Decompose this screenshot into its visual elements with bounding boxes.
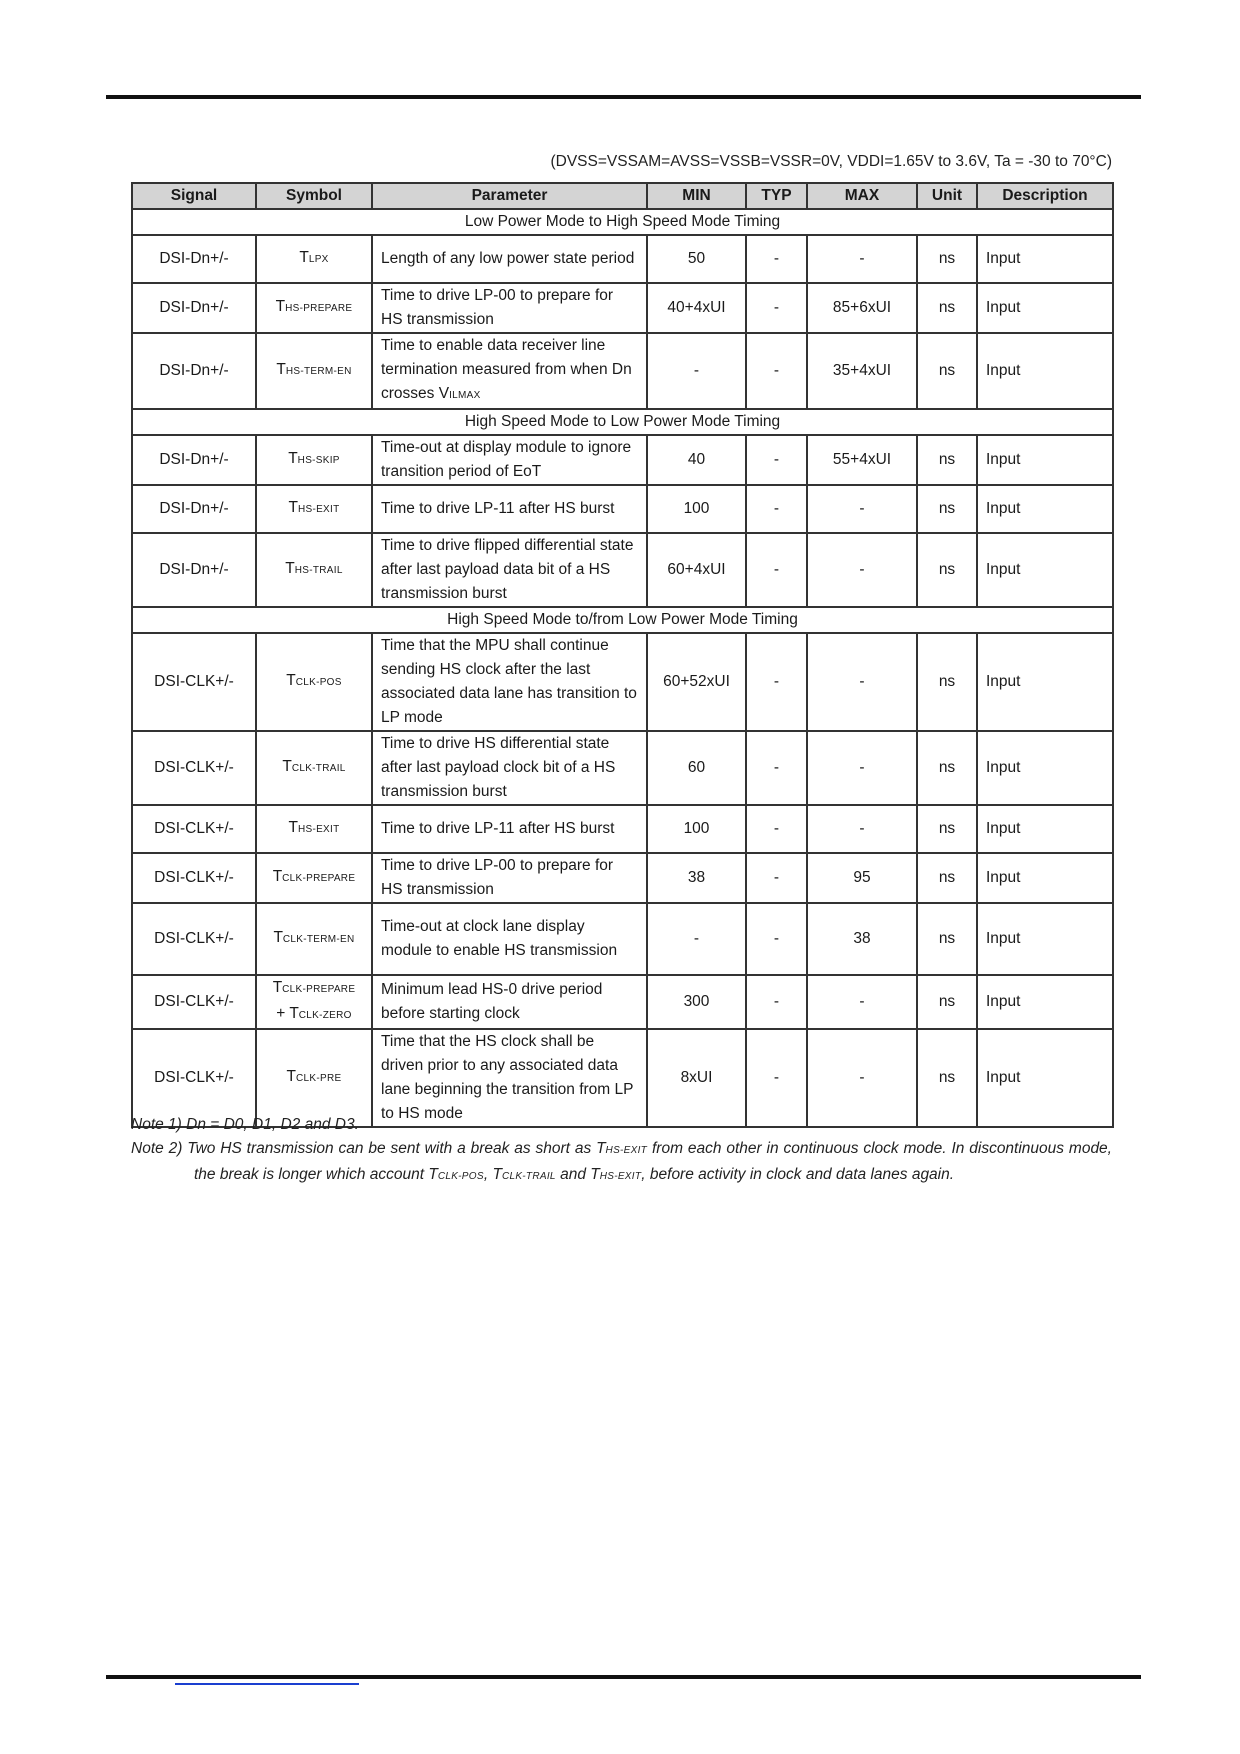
symbol-sub: CLK-ZERO [298,1010,352,1021]
parameter-text: Time to enable data receiver line termination measured from when Dn crosses V [381,337,632,402]
symbol-line [265,447,363,473]
cell-unit: ns [917,975,977,1029]
symbol-line [265,295,363,321]
cell-min: 40+4xUI [647,283,746,333]
symbol-sub: CLK-PRE [296,1073,342,1084]
header-symbol: Symbol [256,183,372,209]
cell-min: 8xUI [647,1029,746,1127]
symbol-main: T [273,929,283,946]
cell-typ: - [746,903,807,975]
note-2-sub: HS-EXIT [605,1145,648,1156]
table-row [132,333,1113,409]
parameter-sub: ILMAX [449,390,481,401]
parameter-text: Time-out at clock lane display module to enable HS transmission [381,918,618,959]
cell-typ: - [746,485,807,533]
symbol-line [265,557,363,583]
cell-symbol [256,853,372,903]
symbol-sub: CLK-PREPARE [282,873,356,884]
table-row [132,485,1113,533]
cell-unit: ns [917,533,977,607]
cell-symbol [256,235,372,283]
header-min: MIN [647,183,746,209]
symbol-sub: HS-TERM-EN [285,366,352,377]
cell-signal: DSI-Dn+/- [132,235,256,283]
symbol-sub: HS-EXIT [297,504,340,515]
cell-unit: ns [917,853,977,903]
cell-max: - [807,485,917,533]
header-rule [106,95,1141,99]
cell-symbol [256,975,372,1029]
cell-signal: DSI-CLK+/- [132,633,256,731]
note-2-sub: CLK-TRAIL [501,1171,556,1182]
symbol-sub: HS-SKIP [297,455,340,466]
table-row [132,805,1113,853]
header-unit: Unit [917,183,977,209]
cell-typ: - [746,853,807,903]
parameter-text: Time to drive LP-11 after HS burst [381,500,615,517]
cell-max: - [807,975,917,1029]
section-title: High Speed Mode to Low Power Mode Timing [132,409,1113,435]
section-title: Low Power Mode to High Speed Mode Timing [132,209,1113,235]
cell-typ: - [746,1029,807,1127]
cell-unit: ns [917,903,977,975]
cell-max: 35+4xUI [807,333,917,409]
cell-max: - [807,1029,917,1127]
symbol-main: T [299,249,309,266]
cell-max: - [807,731,917,805]
cell-min: 50 [647,235,746,283]
symbol-main: T [286,672,296,689]
symbol-line [265,816,363,842]
cell-parameter [372,333,647,409]
cell-unit: ns [917,485,977,533]
note-2-text: and T [555,1166,600,1183]
symbol-sub: HS-TRAIL [294,565,343,576]
symbol-main: T [288,499,298,516]
symbol-sub: CLK-PREPARE [282,984,356,995]
table-row [132,283,1113,333]
cell-typ: - [746,975,807,1029]
cell-description: Input [977,283,1113,333]
cell-unit: ns [917,805,977,853]
table-header-row [132,183,1113,209]
section-row [132,409,1113,435]
cell-unit: ns [917,435,977,485]
header-max: MAX [807,183,917,209]
symbol-line [265,246,363,272]
note-2-text: Note 2) Two HS transmission can be sent with a break as short as T [131,1140,606,1157]
symbol-line [265,976,363,1002]
cell-typ: - [746,731,807,805]
cell-max: - [807,533,917,607]
cell-signal: DSI-Dn+/- [132,435,256,485]
symbol-line [265,1002,363,1028]
note-1: Note 1) Dn = D0, D1, D2 and D3. [131,1116,359,1133]
header-signal: Signal [132,183,256,209]
cell-min: 300 [647,975,746,1029]
cell-description: Input [977,903,1113,975]
cell-typ: - [746,235,807,283]
section-row [132,209,1113,235]
symbol-sub: HS-EXIT [297,824,340,835]
cell-signal: DSI-Dn+/- [132,283,256,333]
cell-parameter [372,235,647,283]
symbol-main: T [272,868,283,885]
symbol-line [265,358,363,384]
cell-min: - [647,903,746,975]
note-2-sub: HS-EXIT [599,1171,642,1182]
table-row [132,533,1113,607]
symbol-sub: CLK-TERM-EN [282,934,355,945]
cell-signal: DSI-CLK+/- [132,903,256,975]
note-2-text: , before activity in clock and data lanes again. [641,1166,955,1183]
cell-typ: - [746,805,807,853]
cell-signal: DSI-CLK+/- [132,975,256,1029]
parameter-text: Minimum lead HS-0 drive period before starting clock [381,981,603,1022]
cell-symbol [256,805,372,853]
cell-max: 55+4xUI [807,435,917,485]
cell-parameter [372,633,647,731]
cell-typ: - [746,633,807,731]
cell-signal: DSI-Dn+/- [132,333,256,409]
test-conditions: (DVSS=VSSAM=AVSS=VSSB=VSSR=0V, VDDI=1.65V to 3.6V, Ta = -30 to 70°C) [550,153,1112,170]
symbol-main: T [282,758,292,775]
dsi-timing-table [131,182,1114,1128]
cell-unit: ns [917,283,977,333]
parameter-text: Length of any low power state period [381,250,635,267]
cell-min: 60 [647,731,746,805]
cell-signal: DSI-Dn+/- [132,485,256,533]
symbol-line [265,496,363,522]
cell-signal: DSI-CLK+/- [132,853,256,903]
cell-min: 38 [647,853,746,903]
cell-signal: DSI-Dn+/- [132,533,256,607]
cell-unit: ns [917,235,977,283]
section-row [132,607,1113,633]
cell-parameter [372,533,647,607]
symbol-sub: LPX [308,254,329,265]
symbol-main: T [275,298,286,315]
footer-rule [106,1675,1141,1679]
table-row [132,903,1113,975]
symbol-line [265,755,363,781]
table-row [132,235,1113,283]
cell-description: Input [977,975,1113,1029]
header-typ: TYP [746,183,807,209]
note-2-sub: CLK-POS [437,1171,484,1182]
cell-description: Input [977,435,1113,485]
notes [131,1113,1112,1189]
cell-unit: ns [917,633,977,731]
parameter-text: Time to drive LP-00 to prepare for HS transmission [381,857,614,898]
cell-symbol [256,731,372,805]
parameter-text: Time that the HS clock shall be driven prior to any associated data lane beginning the transition from LP to HS mode [381,1033,634,1122]
cell-description: Input [977,805,1113,853]
cell-description: Input [977,633,1113,731]
cell-description: Input [977,853,1113,903]
cell-parameter [372,283,647,333]
cell-description: Input [977,731,1113,805]
cell-parameter [372,435,647,485]
cell-parameter [372,975,647,1029]
table-row [132,731,1113,805]
cell-symbol [256,903,372,975]
note-2-text: from each other in continuous clock mode. In discontinuous mode, the break is longer which account T [194,1140,1112,1183]
parameter-text: Time-out at display module to ignore transition period of EoT [381,439,632,480]
cell-signal: DSI-CLK+/- [132,1029,256,1127]
cell-max: 95 [807,853,917,903]
cell-max: - [807,805,917,853]
section-title: High Speed Mode to/from Low Power Mode Timing [132,607,1113,633]
table-row [132,853,1113,903]
header-parameter: Parameter [372,183,647,209]
cell-max: - [807,633,917,731]
symbol-line [265,1065,363,1091]
cell-unit: ns [917,1029,977,1127]
symbol-line [265,926,363,952]
symbol-line [265,669,363,695]
cell-signal: DSI-CLK+/- [132,731,256,805]
cell-min: 40 [647,435,746,485]
symbol-line [265,865,363,891]
table-row [132,633,1113,731]
cell-max: - [807,235,917,283]
symbol-sub: CLK-POS [295,677,342,688]
parameter-text: Time to drive LP-11 after HS burst [381,820,615,837]
cell-symbol [256,633,372,731]
symbol-main: T [286,1068,296,1085]
symbol-main: T [288,819,298,836]
cell-min: 60+52xUI [647,633,746,731]
cell-min: - [647,333,746,409]
cell-description: Input [977,333,1113,409]
cell-parameter [372,485,647,533]
cell-parameter [372,805,647,853]
cell-parameter [372,853,647,903]
cell-min: 60+4xUI [647,533,746,607]
cell-description: Input [977,1029,1113,1127]
table-row [132,435,1113,485]
cell-typ: - [746,435,807,485]
note-2 [131,1137,1112,1189]
parameter-text: Time that the MPU shall continue sending HS clock after the last associated data lane has transition to LP mode [381,637,637,726]
cell-symbol [256,533,372,607]
cell-description: Input [977,235,1113,283]
cell-max: 38 [807,903,917,975]
cell-typ: - [746,533,807,607]
cell-symbol [256,283,372,333]
header-description: Description [977,183,1113,209]
cell-parameter [372,903,647,975]
symbol-main: T [276,361,286,378]
table-row [132,975,1113,1029]
cell-typ: - [746,283,807,333]
cell-unit: ns [917,731,977,805]
cell-description: Input [977,485,1113,533]
cell-symbol [256,435,372,485]
cell-symbol [256,333,372,409]
cell-typ: - [746,333,807,409]
cell-description: Input [977,533,1113,607]
symbol-main: T [272,979,283,996]
parameter-text: Time to drive HS differential state after last payload clock bit of a HS transmission burst [381,735,616,800]
symbol-sub: CLK-TRAIL [291,763,346,774]
cell-min: 100 [647,485,746,533]
parameter-text: Time to drive LP-00 to prepare for HS transmission [381,287,614,328]
symbol-main: + T [276,1005,299,1022]
cell-signal: DSI-CLK+/- [132,805,256,853]
cell-min: 100 [647,805,746,853]
symbol-main: T [288,450,298,467]
parameter-text: Time to drive flipped differential state after last payload data bit of a HS transmission burst [381,537,634,602]
symbol-sub: HS-PREPARE [285,303,353,314]
cell-max: 85+6xUI [807,283,917,333]
cell-parameter [372,731,647,805]
symbol-main: T [285,560,295,577]
cell-unit: ns [917,333,977,409]
cell-symbol [256,485,372,533]
note-2-text: , T [483,1166,502,1183]
footer-link[interactable] [175,1683,359,1685]
